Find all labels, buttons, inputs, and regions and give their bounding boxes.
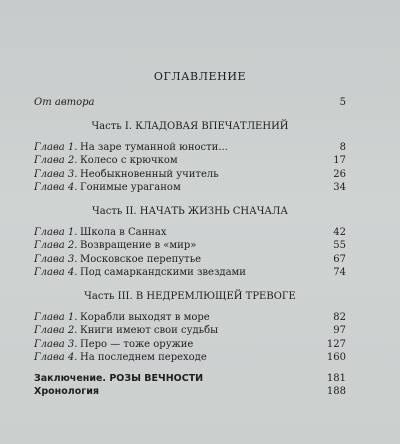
part-1-heading: Часть I. КЛАДОВАЯ ВПЕЧАТЛЕНИЙ [91,120,289,132]
chapter-label: Глава 3. [34,253,78,265]
chapter-title: Под самаркандскими звездами [80,267,246,278]
toc-row [34,226,346,240]
chapter-label: Глава 1. [34,141,78,153]
toc-row [34,338,346,352]
author-note-label: От автора [34,97,95,108]
chapter-label: Глава 4. [34,182,78,193]
toc-row [34,141,346,155]
chapter-page: 82 [333,311,346,323]
chapter-title: Московское перепутье [80,253,202,265]
chapter-title: Перо — тоже оружие [80,338,194,350]
chapter-title: На заре туманной юности... [80,141,228,153]
toc-row [34,181,346,195]
toc-row [34,311,346,325]
chapter-label: Глава 4. [34,267,78,278]
chapter-label: Глава 3. [34,168,78,180]
chapter-page: 42 [333,226,346,238]
chapter-page: 17 [333,155,346,166]
chapter-title: Книги имеют свои судьбы [80,325,219,336]
chapter-page: 67 [333,253,346,265]
chapter-page: 160 [326,352,346,363]
chapter-label: Глава 2. [34,325,78,336]
toc-row [34,324,346,338]
toc-row [34,239,346,253]
chapter-label: Глава 2. [34,155,78,166]
toc-title: ОГЛАВЛЕНИЕ [153,70,247,83]
chapter-title: Возвращение в «мир» [80,240,197,251]
chapter-title: Гонимые ураганом [80,182,181,193]
chapter-label: Глава 3. [34,338,78,350]
chapter-title: Колесо с крючком [80,155,178,166]
chronology-page: 188 [326,385,346,397]
chronology-label: Хронология [34,385,99,397]
toc-list [34,96,346,398]
toc-row [34,266,346,280]
chapter-page: 55 [333,240,346,251]
toc-row-author [34,96,346,110]
part-3-heading: Часть III. В НЕДРЕМЛЮЩЕЙ ТРЕВОГЕ [84,290,296,302]
chapter-page: 74 [333,267,346,278]
chapter-label: Глава 1. [34,226,78,238]
chapter-title: Необыкновенный учитель [80,168,219,180]
toc-row [34,154,346,168]
toc-row-chronology [34,385,346,398]
toc-row [34,253,346,267]
author-note-page: 5 [339,97,346,108]
conclusion-label: Заключение. РОЗЫ ВЕЧНОСТИ [34,372,204,384]
chapter-label: Глава 1. [34,311,78,323]
toc-row-conclusion [34,372,346,385]
part-2-heading: Часть II. НАЧАТЬ ЖИЗНЬ СНАЧАЛА [92,205,288,217]
chapter-title: На последнем переходе [80,352,207,363]
chapter-title: Корабли выходят в море [80,311,210,323]
chapter-label: Глава 2. [34,240,78,251]
chapter-page: 97 [333,325,346,336]
conclusion-page: 181 [326,372,346,384]
chapter-label: Глава 4. [34,352,78,363]
chapter-page: 127 [326,338,346,350]
chapter-page: 8 [339,141,346,153]
chapter-title: Школа в Саннах [80,226,167,238]
chapter-page: 26 [333,168,346,180]
toc-row [34,351,346,365]
toc-row [34,168,346,182]
chapter-page: 34 [333,182,346,193]
